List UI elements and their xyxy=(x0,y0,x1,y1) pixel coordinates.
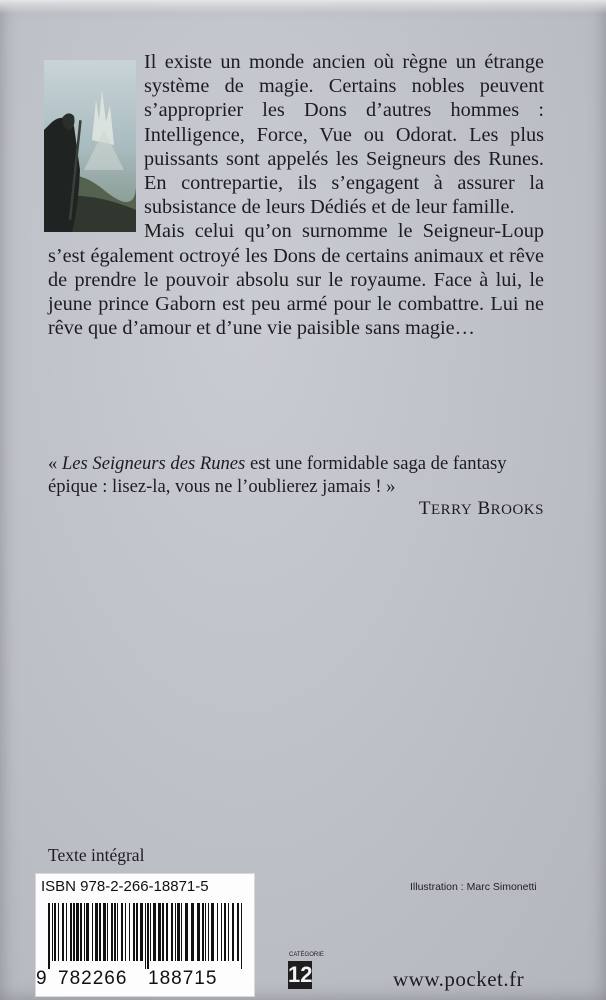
barcode-bar xyxy=(181,903,182,961)
barcode-digit-first: 9 xyxy=(36,968,48,989)
barcode xyxy=(46,903,246,969)
quote-text: est une formidable saga de fantasy épique : lisez-la, vous ne l’oublierez jamais ! » xyxy=(48,453,507,497)
barcode-digit-group-1: 782266 xyxy=(58,968,128,989)
barcode-bar xyxy=(185,903,188,961)
barcode-bar xyxy=(125,903,126,961)
blurb-paragraph-1: Il existe un monde ancien où règne un étrange système de magie. Certains nobles peuvent s’approprier les Dons d’autres hommes : Intelligence, Force, Vue ou Odorat. Les plus puissants sont appelés les Seigneurs des Runes. En contrepartie, ils s’engagent à assurer la subsistance de leurs Dédiés et de leur famille. xyxy=(144,51,544,219)
barcode-bar xyxy=(175,903,176,961)
quote-open: « xyxy=(48,453,62,474)
barcode-bar xyxy=(86,903,89,961)
barcode-bar xyxy=(221,903,222,961)
barcode-bar xyxy=(217,903,218,961)
cover-edge xyxy=(0,0,606,14)
barcode-bar xyxy=(171,903,173,961)
author-last-initial: B xyxy=(477,498,491,519)
barcode-bar xyxy=(208,903,209,961)
barcode-bar xyxy=(121,903,123,961)
barcode-bar xyxy=(103,903,106,961)
barcode-bar xyxy=(232,903,234,961)
barcode-bar xyxy=(92,903,93,961)
endorsement-quote xyxy=(48,452,548,498)
barcode-bar xyxy=(224,903,226,961)
barcode-bar xyxy=(114,903,116,961)
barcode-bar xyxy=(111,903,113,961)
barcode-bar xyxy=(84,903,85,961)
back-cover-blurb xyxy=(48,50,544,340)
barcode-bar xyxy=(99,903,101,961)
barcode-panel xyxy=(35,873,255,997)
barcode-bar xyxy=(177,903,180,961)
barcode-bar xyxy=(228,903,229,961)
barcode-bar xyxy=(147,903,149,969)
barcode-bar xyxy=(158,903,161,961)
isbn-label: ISBN 978-2-266-18871-5 xyxy=(41,878,209,895)
author-first-rest: ERRY xyxy=(431,502,473,518)
barcode-bar xyxy=(52,903,53,961)
barcode-bar xyxy=(107,903,108,961)
category-badge: 12 xyxy=(288,962,313,987)
barcode-bar xyxy=(62,903,64,961)
blurb-paragraph-2: Mais celui qu’on surnomme le Seigneur-Loup s’est également octroyé les Dons de certains animaux et rêve de prendre le pouvoir absolu sur le royaume. Face à lui, le jeune prince Gaborn est peu armé pour le combattre. Lui ne rêve que d’amour et d’une vie paisible sans magie… xyxy=(48,220,544,340)
barcode-bar xyxy=(58,903,59,961)
barcode-bar xyxy=(197,903,200,961)
barcode-digit-group-2: 188715 xyxy=(148,968,218,989)
quote-author xyxy=(419,498,544,520)
barcode-bar xyxy=(191,903,194,961)
barcode-bar xyxy=(150,903,151,961)
barcode-bar xyxy=(205,903,206,961)
barcode-bar xyxy=(153,903,156,961)
illustration-spacer xyxy=(48,50,144,222)
barcode-bar xyxy=(166,903,168,961)
edition-note: Texte intégral xyxy=(48,845,145,865)
barcode-bar xyxy=(237,903,239,961)
barcode-bar xyxy=(70,903,72,961)
barcode-bar xyxy=(48,903,50,969)
author-first-initial: T xyxy=(418,498,432,519)
barcode-bar xyxy=(202,903,204,961)
barcode-bar xyxy=(73,903,75,961)
barcode-bar xyxy=(140,903,143,961)
barcode-bar xyxy=(211,903,214,961)
barcode-bar xyxy=(145,903,146,969)
barcode-bar xyxy=(95,903,98,961)
barcode-bar xyxy=(117,903,118,961)
barcode-bar xyxy=(133,903,135,961)
barcode-bar xyxy=(162,903,164,961)
barcode-bar xyxy=(129,903,130,961)
category-label: CATÉGORIE xyxy=(289,952,324,958)
author-last-rest: ROOKS xyxy=(490,502,544,518)
illustration-credit: Illustration : Marc Simonetti xyxy=(410,881,537,893)
barcode-bar xyxy=(54,903,56,961)
quoted-series-title: Les Seigneurs des Runes xyxy=(61,453,246,474)
publisher-website: www.pocket.fr xyxy=(393,967,525,991)
barcode-bar xyxy=(66,903,67,961)
barcode-bar xyxy=(241,903,242,969)
barcode-bar xyxy=(76,903,79,961)
barcode-bar xyxy=(80,903,82,961)
barcode-bar xyxy=(136,903,138,961)
